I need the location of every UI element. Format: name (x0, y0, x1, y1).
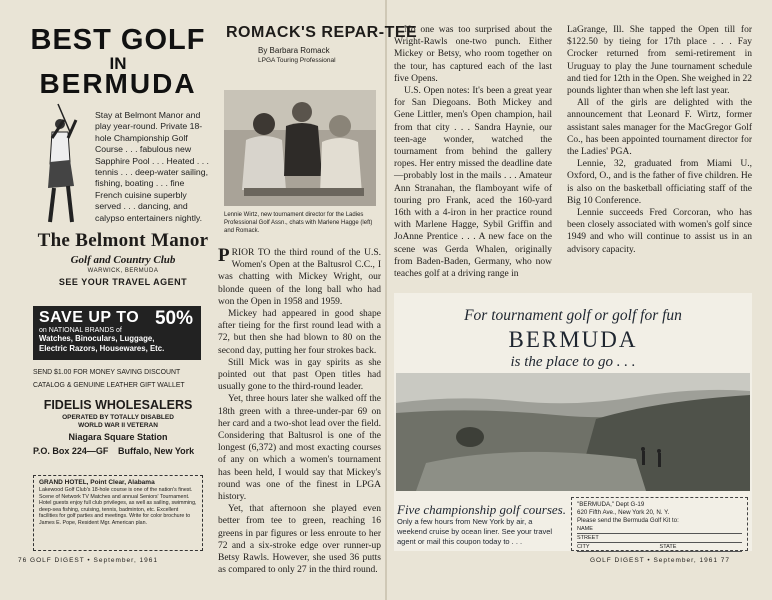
grand-hotel-title: GRAND HOTEL, Point Clear, Alabama (39, 479, 155, 486)
article-column-1 (218, 245, 381, 576)
operated-line-1: OPERATED BY TOTALLY DISABLED (62, 414, 174, 421)
article-paragraph: Lennie succeeds Fred Corcoran, who has been closely associated with women's golf since 1949 and who will continue to assist us in an advisory capacity. (567, 208, 752, 255)
article-paragraph: All of the girls are delighted with the announcement that Leonard F. Wirtz, former assistant sales manager for the MacGregor Golf Co., has been appointed tournament director for the Ladies' PGA. (567, 98, 752, 158)
save-items-2: Electric Razors, Housewares, Etc. (39, 344, 165, 353)
coupon-line-1: "BERMUDA," Dept G-19 (577, 501, 645, 508)
belmont-cta: SEE YOUR TRAVEL AGENT (58, 277, 188, 287)
article-paragraph: No one was too surprised about the Wright-Rawls one-two punch. Either Mickey or Betsy, who room together on the tour, has captured each of the last five Opens. (394, 25, 552, 84)
bermuda-coupon[interactable] (571, 497, 748, 551)
save-percent: 50% (154, 308, 193, 329)
article-role: LPGA Touring Professional (258, 57, 336, 64)
fidelis-operated (33, 414, 203, 430)
fidelis-name: FIDELIS WHOLESALERS (43, 398, 193, 412)
coupon-name-label: NAME (577, 526, 593, 532)
fidelis-po-box: P.O. Box 224—GF (33, 446, 109, 456)
coupon-name-field[interactable] (577, 525, 742, 534)
article-column-3 (567, 24, 752, 286)
bermuda-headline-3: is the place to go . . . (510, 354, 636, 370)
belmont-copy: Stay at Belmont Manor and play year-round. Private 18-hole Championship Golf Course . . . fabulous new Sapphire Pool . . . Heated . . . tennis . . . deep-water sailing, fishing, boating . . . fine French cuisine superbly served . . . dancing, and calypso entertainers nightly. (95, 110, 209, 223)
golf-course-photo (396, 373, 750, 491)
article-paragraph: U.S. Open notes: It's been a great year for San Diegoans. Both Mickey and Gene Littler, men's Open champion, hail from that city . . . Sandra Haynie, our teen-age wonder, watched the tournament from behind the gallery ropes. Her entry missed the deadline date—probably lost in the mails . . . Amateur Ann Stranahan, the flamboyant wife of touring pro Frank, aced the 160-yard 16th with a 4-iron in her practice round with Marlene Hagge, Sybil Griffin and JoAnne Prentice . . . A new face on the scene was Gerda Whalen, originally from Baden-Baden, Germany, who now teaches golf at a driving range in (394, 86, 552, 280)
spread-gutter (385, 0, 387, 600)
belmont-name: The Belmont Manor (37, 230, 209, 251)
send-line-2: CATALOG & GENUINE LEATHER GIFT WALLET (33, 382, 185, 389)
fidelis-station: Niagara Square Station (68, 432, 168, 442)
golfer-illustration (30, 102, 90, 238)
belmont-subname: Golf and Country Club (70, 254, 176, 266)
article-paragraph: Still Mick was in gay spirits as she pointed out that past Open titles had usually gone to the third-round leader. (218, 357, 381, 393)
bermuda-headline-1: For tournament golf or golf for fun (464, 307, 682, 324)
bermuda-headline-2: BERMUDA (508, 327, 638, 352)
drop-cap: P (218, 245, 230, 266)
belmont-location: WARWICK, BERMUDA (87, 268, 159, 274)
article-photo-caption: Lennie Wirtz, new tournament director for the Ladies Professional Golf Assn., chats with Marlene Hagge (left) and Romack. (224, 212, 373, 234)
paragraph-text: RIOR TO the third round of the U.S. Women's Open at the Baltusrol C.C., I was chatting with Mickey Wright, our blonde queen of the long ball who had won the Open in 1958 and 1959. (218, 248, 381, 307)
bermuda-caption-body: Only a few hours from New York by air, a weekend cruise by ocean liner. See your travel agent or mail this coupon today to . . . (397, 517, 553, 546)
fidelis-city: Buffalo, New York (118, 446, 195, 456)
article-paragraph: LaGrange, Ill. She tapped the Open till for $122.50 by tieing for 17th place . . . Fay Crocker returned from semi-retirement in Uruguay to play the June tournament schedule and tied for 12th in the Open. She weighed in 22 pounds lighter than when she left last year. (567, 25, 752, 97)
article-title: ROMACK'S REPAR-TEE (226, 24, 418, 41)
article-paragraph: Yet, three hours later she walked off the 18th green with a three-under-par 69 on her card and a two-shot lead over the field. Considering that Baltusrol is one of the longest (6,372) and most exacting courses of any on which a women's tournament has been held, I would say that Mickey's round was one of the finest in LPGA history. (218, 394, 381, 503)
article-photo (224, 90, 376, 206)
save-headline: SAVE UP TO (39, 309, 140, 326)
coupon-city-label: CITY (577, 544, 590, 550)
grand-hotel-body: Lakewood Golf Club's 18-hole course is one of the nation's finest. Scene of Network TV Matches and annual Seniors' Tournament. Hotel guests enjoy full club privileges, as well as sailing, swimming, deep-sea fishing, cruising, tennis, badminton, etc. Excellent facilities for golf parties and meetings. Write for color brochure to James E. Pope, Resident Mgr. American plan. (39, 487, 197, 526)
article-paragraph: Mickey had appeared in good shape after tieing for the first round lead with a 72, but then she had blown to 80 on the second day, putting her four strokes back. (218, 309, 381, 356)
belmont-headline-1: BEST GOLF (30, 24, 206, 56)
article-paragraph: Yet, that afternoon she played even better from tee to green, reaching 16 greens in par figures or less enroute to her 72 and a six-stroke edge over runner-up Betsy Rawls. However, she used 36 putts as compared to only 27 in the third round. (218, 504, 381, 576)
send-line-1: SEND $1.00 FOR MONEY SAVING DISCOUNT (33, 369, 181, 376)
save-on-text: on NATIONAL BRANDS of (39, 327, 122, 334)
coupon-line-3: Please send the Bermuda Golf Kit to: (577, 517, 679, 524)
operated-line-2: WORLD WAR II VETERAN (78, 422, 158, 429)
save-items-1: Watches, Binoculars, Luggage, (39, 334, 155, 343)
fidelis-send-text (33, 366, 208, 392)
coupon-line-2: 620 Fifth Ave., New York 20, N. Y. (577, 509, 670, 516)
fidelis-save-box (33, 306, 201, 360)
coupon-city-field[interactable] (577, 543, 742, 552)
page-footer-right: GOLF DIGEST • September, 1961 77 (590, 557, 731, 564)
coupon-street-field[interactable] (577, 534, 742, 543)
article-paragraph (218, 247, 381, 308)
belmont-headline-3: BERMUDA (39, 68, 197, 99)
bermuda-caption-title: Five championship golf courses. (397, 502, 566, 517)
article-byline: By Barbara Romack (258, 46, 330, 55)
belmont-headline-2: IN (109, 54, 127, 73)
page-footer-left: 76 GOLF DIGEST • September, 1961 (18, 557, 159, 564)
grand-hotel-ad (33, 475, 203, 551)
coupon-street-label: STREET (577, 535, 599, 541)
coupon-state-label: STATE (659, 544, 677, 550)
article-paragraph: Lennie, 32, graduated from Miami U., Oxford, O., and is the father of five children. He is also on the basketball officiating staff of the Big 10 Conference. (567, 159, 752, 206)
article-column-2 (394, 24, 552, 286)
